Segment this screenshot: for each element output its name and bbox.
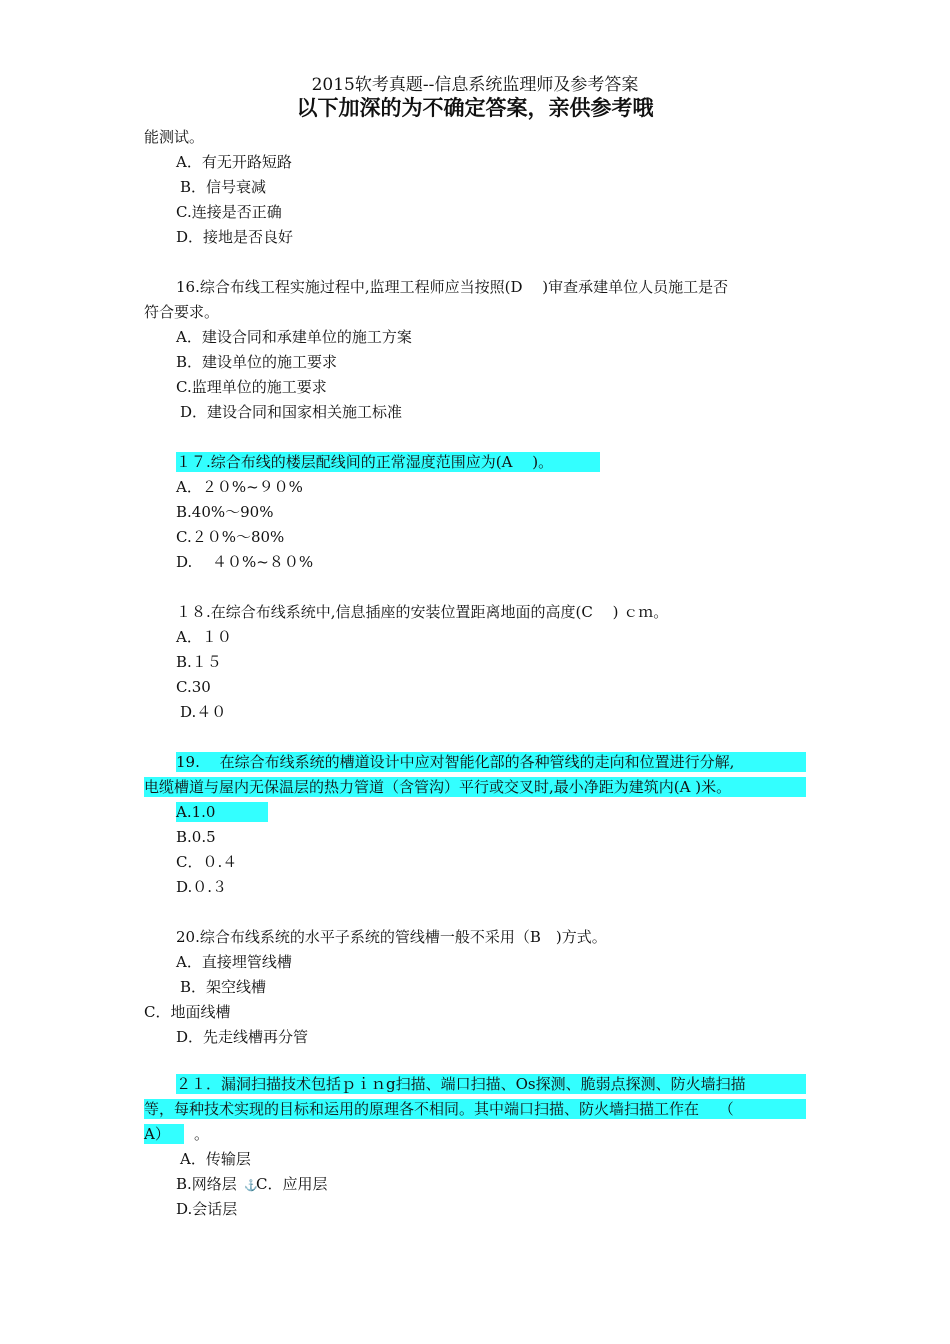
option-d: D.４０ [180, 703, 227, 721]
option-d: D．接地是否良好 [176, 228, 294, 246]
question-21-cont-highlighted: 等，每种技术实现的目标和运用的原理各不相同。其中端口扫描、防火墙扫描工作在 （ [144, 1100, 734, 1118]
option-a: A．１０ [176, 628, 232, 646]
answer-highlighted: A） [144, 1124, 184, 1144]
option-a: A．２０%~９０% [176, 478, 303, 496]
option-c: C．０.４ [176, 853, 238, 871]
option-b: B．架空线槽 [180, 978, 267, 996]
question-19-highlighted: 19. 在综合布线系统的槽道设计中应对智能化部的各种管线的走向和位置进行分解, [176, 753, 735, 771]
option-c: C．应用层 [256, 1175, 328, 1193]
option-b: B.40%～90% [176, 503, 274, 521]
option-c: C.30 [176, 678, 211, 696]
question-17-highlighted: １７.综合布线的楼层配线间的正常湿度范围应为(A )。 [176, 452, 600, 472]
page-subtitle: 以下加深的为不确定答案，亲供参考哦 [296, 96, 654, 120]
text-line: 能测试。 [144, 128, 205, 146]
anchor-icon: ⚓ [244, 1179, 258, 1192]
question-16: 16.综合布线工程实施过程中,监理工程师应当按照(D )审查承建单位人员施工是否 [176, 278, 729, 296]
option-a: A．建设合同和承建单位的施工方案 [176, 328, 412, 346]
option-d: D.会话层 [176, 1200, 238, 1218]
text-line: 。 [194, 1125, 210, 1143]
question-21-highlighted: ２１．漏洞扫描技术包括ｐｉｎg扫描、端口扫描、Os探测、脆弱点探测、防火墙扫描 [176, 1075, 746, 1093]
option-b: B.网络层 [176, 1175, 237, 1193]
option-c: C.连接是否正确 [176, 203, 282, 221]
question-18: １８.在综合布线系统中,信息插座的安装位置距离地面的高度(C ) ｃｍ。 [176, 603, 669, 621]
page-title: 2015软考真题--信息系统监理师及参考答案 [311, 75, 639, 95]
option-c: C.２０%～80% [176, 528, 285, 546]
option-b: B．建设单位的施工要求 [176, 353, 338, 371]
option-a: A．直接埋管线槽 [176, 953, 292, 971]
option-d: D．建设合同和国家相关施工标准 [180, 403, 403, 421]
question-16-cont: 符合要求。 [144, 303, 220, 321]
option-c: C．地面线槽 [144, 1003, 231, 1021]
question-19-cont-highlighted: 电缆槽道与屋内无保温层的热力管道（含管沟）平行或交叉时,最小净距为建筑内(A )米。 [144, 778, 732, 796]
option-d: D．先走线槽再分管 [176, 1028, 309, 1046]
option-c: C.监理单位的施工要求 [176, 378, 327, 396]
option-b: B.0.5 [176, 828, 216, 846]
option-d: D. ４０%~８０% [176, 553, 314, 571]
option-b: B.１５ [176, 653, 222, 671]
option-b: B．信号衰减 [180, 178, 267, 196]
question-20: 20.综合布线系统的水平子系统的管线槽一般不采用（B )方式。 [176, 928, 607, 946]
option-a-highlighted: A.1.0 [176, 802, 268, 822]
option-a: A．传输层 [180, 1150, 251, 1168]
option-d: D.０.３ [176, 878, 228, 896]
option-a: A．有无开路短路 [176, 153, 292, 171]
